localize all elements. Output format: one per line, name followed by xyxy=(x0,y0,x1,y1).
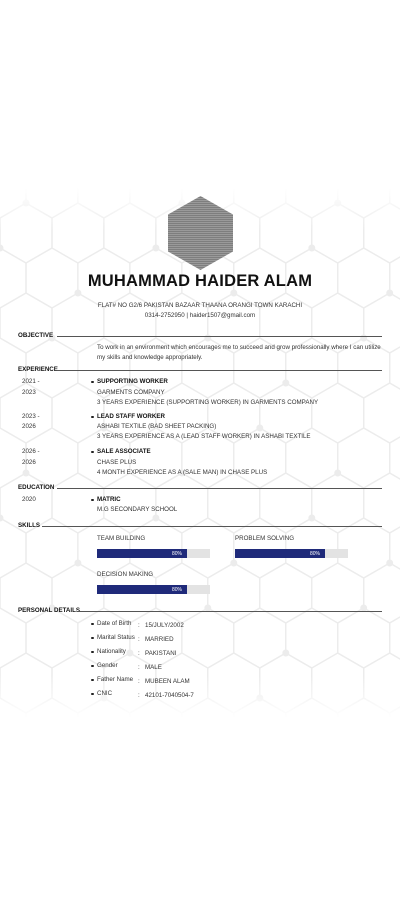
bullet-icon xyxy=(91,637,94,640)
detail-label: Gender xyxy=(97,662,118,669)
skill-bar-fill xyxy=(235,549,325,558)
objective-divider xyxy=(57,336,382,337)
experience-date-from: 2021 - xyxy=(22,378,40,385)
detail-separator: : xyxy=(138,691,140,699)
bullet-icon xyxy=(91,381,94,384)
skill-bar-track xyxy=(97,549,210,558)
detail-value: 42101-7040504-7 xyxy=(145,692,194,699)
bullet-icon xyxy=(91,416,94,419)
education-divider xyxy=(57,488,382,489)
experience-detail: 4 MONTH EXPERIENCE AS A (SALE MAN) IN CHASE PLUS xyxy=(97,469,268,476)
objective-text-line-1: To work in an environment which encourages me to succeed and grow professionally where I can utilize xyxy=(97,344,381,351)
skill-name: PROBLEM SOLVING xyxy=(235,535,295,542)
skill-percent-label: 80% xyxy=(310,550,321,557)
detail-label: Father Name xyxy=(97,676,134,683)
objective-heading: OBJECTIVE xyxy=(18,332,54,339)
experience-title: SALE ASSOCIATE xyxy=(97,448,151,455)
bullet-icon xyxy=(91,499,94,502)
experience-divider xyxy=(57,370,382,371)
education-year: 2020 xyxy=(22,496,36,503)
skills-heading: SKILLS xyxy=(18,522,41,529)
detail-value: MALE xyxy=(145,664,162,671)
skill-bar-fill xyxy=(97,585,187,594)
education-title: MATRIC xyxy=(97,496,121,503)
detail-label: Marital Status xyxy=(97,634,135,641)
detail-label: Nationality xyxy=(97,648,126,655)
skill-percent-label: 80% xyxy=(172,550,183,557)
experience-detail: 3 YEARS EXPERIENCE AS A (LEAD STAFF WORKER) IN ASHABI TEXTILE xyxy=(97,433,311,440)
detail-label: CNIC xyxy=(97,690,113,697)
experience-date-from: 2023 - xyxy=(22,413,40,420)
skills-divider xyxy=(42,526,382,527)
detail-separator: : xyxy=(138,663,140,671)
bullet-icon xyxy=(91,651,94,654)
skill-name: DECISION MAKING xyxy=(97,571,154,578)
experience-company: ASHABI TEXTILE (BAD SHEET PACKING) xyxy=(97,423,217,430)
address: FLAT# NO G2/6 PAKISTAN BAZAAR THAANA ORANGI TOWN KARACHI xyxy=(97,302,303,309)
skill-bar-fill xyxy=(97,549,187,558)
skill-name: TEAM BUILDING xyxy=(97,535,146,542)
detail-value: MARRIED xyxy=(145,636,174,643)
education-school: M.G SECONDARY SCHOOL xyxy=(97,506,178,513)
education-heading: EDUCATION xyxy=(18,484,55,491)
experience-heading: EXPERIENCE xyxy=(18,366,58,373)
contact-line xyxy=(0,312,400,319)
detail-separator: : xyxy=(138,621,140,629)
bullet-icon xyxy=(91,693,94,696)
experience-company: CHASE PLUS xyxy=(97,459,137,466)
bullet-icon xyxy=(91,623,94,626)
experience-detail: 3 YEARS EXPERIENCE (SUPPORTING WORKER) IN GARMENTS COMPANY xyxy=(97,399,319,406)
detail-separator: : xyxy=(138,649,140,657)
experience-company: GARMENTS COMPANY xyxy=(97,389,165,396)
experience-date-to: 2023 xyxy=(22,389,36,396)
detail-separator: : xyxy=(138,635,140,643)
detail-value: MUBEEN ALAM xyxy=(145,678,190,685)
personal-details-heading: PERSONAL DETAILS xyxy=(18,607,80,614)
candidate-name: MUHAMMAD HAIDER ALAM xyxy=(87,272,313,290)
objective-text-line-2: my skills and knowledge appropriately. xyxy=(97,354,203,361)
profile-photo-placeholder xyxy=(167,195,234,271)
experience-date-to: 2026 xyxy=(22,423,36,430)
skill-percent-label: 80% xyxy=(172,586,183,593)
bullet-icon xyxy=(91,679,94,682)
skill-bar-track xyxy=(97,585,210,594)
detail-separator: : xyxy=(138,677,140,685)
bullet-icon xyxy=(91,451,94,454)
bullet-icon xyxy=(91,665,94,668)
detail-value: 15/JULY/2002 xyxy=(145,622,184,629)
experience-title: LEAD STAFF WORKER xyxy=(97,413,165,420)
experience-date-to: 2026 xyxy=(22,459,36,466)
detail-value: PAKISTANI xyxy=(145,650,177,657)
skill-bar-track xyxy=(235,549,348,558)
personal-details-divider xyxy=(77,611,382,612)
detail-label: Date of Birth xyxy=(97,620,132,627)
experience-title: SUPPORTING WORKER xyxy=(97,378,168,385)
phone-number: 0314-2752950 | xyxy=(144,312,189,319)
experience-date-from: 2026 - xyxy=(22,448,40,455)
email-address: haider1507@gmail.com xyxy=(189,312,256,319)
